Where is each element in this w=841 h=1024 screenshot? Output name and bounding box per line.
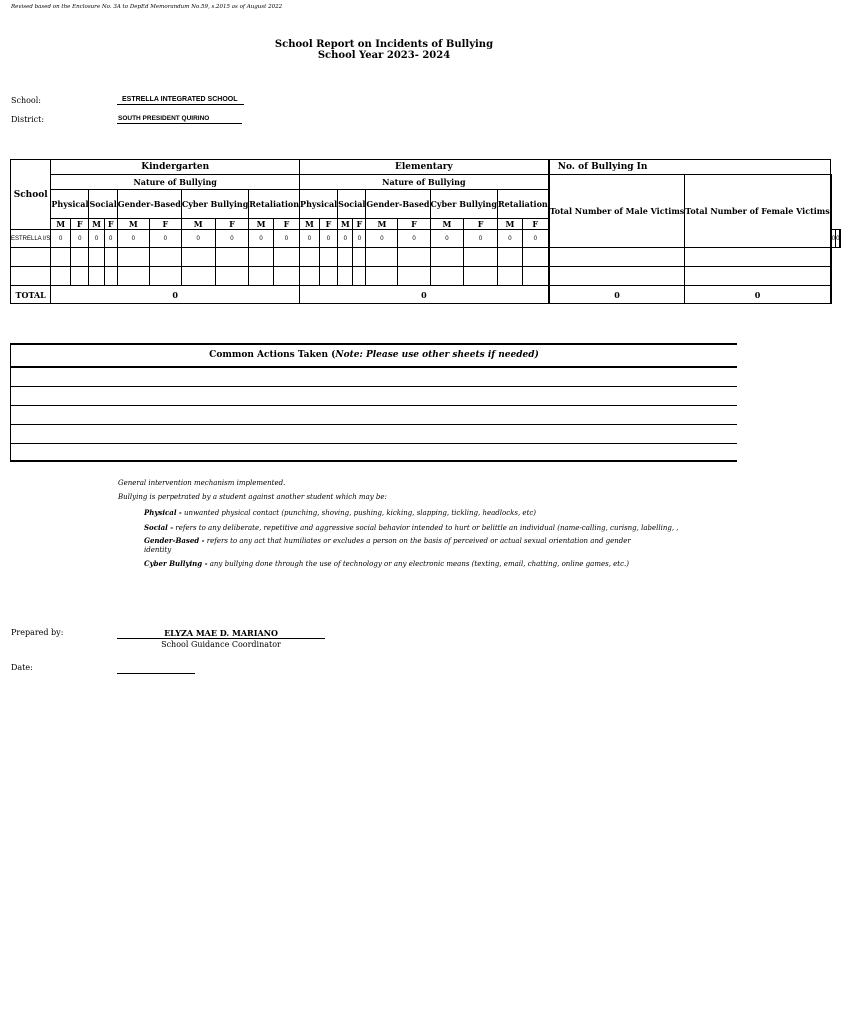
empty-cell[interactable] xyxy=(430,248,464,267)
total-label: TOTAL xyxy=(11,286,51,304)
empty-cell[interactable] xyxy=(319,267,337,286)
kinder-cell[interactable]: 0 xyxy=(273,230,299,248)
bullying-intro-note: Bullying is perpetrated by a student against another student which may be: xyxy=(118,493,387,501)
table-row xyxy=(11,267,841,286)
signature-line xyxy=(117,638,325,639)
elementary-header: Elementary xyxy=(300,160,549,175)
sex-m: M xyxy=(366,219,398,230)
empty-cell[interactable] xyxy=(149,248,181,267)
empty-cell[interactable] xyxy=(89,267,104,286)
empty-cell[interactable] xyxy=(249,248,274,267)
elem-cell[interactable]: 0 xyxy=(366,230,398,248)
sex-f: F xyxy=(522,219,548,230)
elem-cell[interactable]: 0 xyxy=(353,230,366,248)
definition-social xyxy=(144,523,737,533)
kinder-cell[interactable]: 0 xyxy=(149,230,181,248)
empty-cell[interactable] xyxy=(430,267,464,286)
empty-cell[interactable] xyxy=(249,267,274,286)
kinder-cell[interactable]: 0 xyxy=(104,230,117,248)
empty-cell[interactable] xyxy=(300,248,320,267)
elem-nature-header: Nature of Bullying xyxy=(300,175,549,190)
table-row xyxy=(11,248,841,267)
empty-cell[interactable] xyxy=(117,248,149,267)
general-intervention-note: General intervention mechanism implemented. xyxy=(118,479,286,487)
common-actions-heading xyxy=(11,345,737,368)
sex-m: M xyxy=(249,219,274,230)
total-male-victims: 0 xyxy=(549,286,685,304)
empty-cell[interactable] xyxy=(181,248,215,267)
empty-cell[interactable] xyxy=(549,267,685,286)
empty-cell[interactable] xyxy=(549,248,685,267)
empty-cell[interactable] xyxy=(11,267,51,286)
kinder-cell[interactable]: 0 xyxy=(117,230,149,248)
bullying-count-header: No. of Bullying In xyxy=(549,160,831,175)
action-line[interactable] xyxy=(11,387,737,406)
action-line[interactable] xyxy=(11,444,737,462)
empty-cell[interactable] xyxy=(117,267,149,286)
definition-gender-based xyxy=(144,536,659,555)
preparer-title: School Guidance Coordinator xyxy=(161,640,281,649)
sex-f: F xyxy=(273,219,299,230)
empty-cell[interactable] xyxy=(338,248,353,267)
empty-cell[interactable] xyxy=(215,248,249,267)
prepared-by-label: Prepared by: xyxy=(11,628,64,637)
elem-physical-header: Physical xyxy=(300,190,338,219)
kinder-cell[interactable]: 0 xyxy=(249,230,274,248)
empty-cell[interactable] xyxy=(398,267,430,286)
actions-heading-note: Note: Please use other sheets if needed) xyxy=(335,350,539,360)
empty-cell[interactable] xyxy=(464,267,498,286)
female-victims-header: Total Number of Female Victims xyxy=(685,175,831,248)
empty-cell[interactable] xyxy=(497,248,522,267)
term-gender-based: Gender-Based - xyxy=(144,536,205,545)
empty-cell[interactable] xyxy=(11,248,51,267)
action-line[interactable] xyxy=(11,368,737,387)
district-value[interactable]: SOUTH PRESIDENT QUIRINO xyxy=(117,115,242,124)
empty-cell[interactable] xyxy=(319,248,337,267)
sex-m: M xyxy=(89,219,104,230)
empty-cell[interactable] xyxy=(273,267,299,286)
empty-cell[interactable] xyxy=(104,267,117,286)
sex-f: F xyxy=(353,219,366,230)
row-school-name[interactable]: ESTRELLA I/S xyxy=(11,230,51,248)
report-title: School Report on Incidents of Bullying xyxy=(274,39,494,50)
term-cyber: Cyber Bullying - xyxy=(144,559,208,568)
school-label: School: xyxy=(11,96,41,105)
sex-f: F xyxy=(319,219,337,230)
elem-gender-based-header: Gender-Based xyxy=(366,190,430,219)
elem-social-header: Social xyxy=(338,190,366,219)
total-female-victims: 0 xyxy=(685,286,831,304)
empty-cell[interactable] xyxy=(338,267,353,286)
empty-cell[interactable] xyxy=(685,267,831,286)
kinder-nature-header: Nature of Bullying xyxy=(51,175,300,190)
text-physical: unwanted physical contact (punching, shoving, pushing, kicking, slapping, tickling, headlocks, etc) xyxy=(181,509,537,517)
empty-cell[interactable] xyxy=(71,248,89,267)
empty-cell[interactable] xyxy=(685,248,831,267)
kinder-cell[interactable]: 0 xyxy=(89,230,104,248)
common-actions-box xyxy=(10,343,737,462)
elem-retaliation-header: Retaliation xyxy=(497,190,548,219)
empty-cell[interactable] xyxy=(89,248,104,267)
term-social: Social - xyxy=(144,523,174,532)
kinder-gender-based-header: Gender-Based xyxy=(117,190,181,219)
elem-cyber-header: Cyber Bullying xyxy=(430,190,497,219)
kinder-retaliation-header: Retaliation xyxy=(249,190,300,219)
empty-cell[interactable] xyxy=(398,248,430,267)
total-elem: 0 xyxy=(300,286,549,304)
bullying-report-table xyxy=(10,159,841,304)
sex-f: F xyxy=(104,219,117,230)
total-row xyxy=(11,286,841,304)
definition-cyber xyxy=(144,559,644,569)
elem-cell[interactable]: 0 xyxy=(430,230,464,248)
empty-cell[interactable] xyxy=(104,248,117,267)
term-physical: Physical - xyxy=(144,508,182,517)
sex-m: M xyxy=(117,219,149,230)
sex-f: F xyxy=(215,219,249,230)
sex-m: M xyxy=(300,219,320,230)
female-victims-cell[interactable]: 0 xyxy=(836,230,841,248)
kinder-cell[interactable]: 0 xyxy=(71,230,89,248)
male-victims-cell[interactable]: 0 xyxy=(831,230,836,248)
kinder-cyber-header: Cyber Bullying xyxy=(181,190,248,219)
school-value[interactable]: ESTRELLA INTEGRATED SCHOOL xyxy=(117,96,244,105)
kinder-cell[interactable]: 0 xyxy=(51,230,71,248)
action-line[interactable] xyxy=(11,406,737,425)
empty-cell[interactable] xyxy=(353,267,366,286)
empty-cell[interactable] xyxy=(149,267,181,286)
date-field[interactable] xyxy=(117,673,195,674)
empty-cell[interactable] xyxy=(51,267,71,286)
empty-cell[interactable] xyxy=(464,248,498,267)
empty-cell[interactable] xyxy=(215,267,249,286)
empty-cell[interactable] xyxy=(522,267,548,286)
preparer-name[interactable]: ELYZA MAE D. MARIANO xyxy=(164,628,278,638)
sex-m: M xyxy=(181,219,215,230)
kinder-cell[interactable]: 0 xyxy=(215,230,249,248)
empty-cell[interactable] xyxy=(51,248,71,267)
sex-f: F xyxy=(398,219,430,230)
empty-cell[interactable] xyxy=(366,267,398,286)
kinder-physical-header: Physical xyxy=(51,190,89,219)
text-cyber: any bullying done through the use of technology or any electronic means (texting, email, chatting, online games, etc.) xyxy=(207,560,629,568)
definition-physical xyxy=(144,508,536,518)
empty-cell[interactable] xyxy=(181,267,215,286)
kindergarten-header: Kindergarten xyxy=(51,160,300,175)
kinder-cell[interactable]: 0 xyxy=(181,230,215,248)
empty-cell[interactable] xyxy=(71,267,89,286)
district-label: District: xyxy=(11,115,45,124)
kinder-social-header: Social xyxy=(89,190,117,219)
text-social: refers to any deliberate, repetitive and aggressive social behavior intended to hurt or belittle an individual (name-calling, curisng, labelling, , xyxy=(173,524,679,532)
school-column-header: School xyxy=(11,160,51,230)
sex-f: F xyxy=(71,219,89,230)
empty-cell[interactable] xyxy=(522,248,548,267)
sex-f: F xyxy=(149,219,181,230)
empty-cell[interactable] xyxy=(366,248,398,267)
elem-cell[interactable]: 0 xyxy=(338,230,353,248)
sex-m: M xyxy=(497,219,522,230)
elem-cell[interactable]: 0 xyxy=(497,230,522,248)
empty-cell[interactable] xyxy=(273,248,299,267)
empty-cell[interactable] xyxy=(353,248,366,267)
action-line[interactable] xyxy=(11,425,737,444)
elem-cell[interactable]: 0 xyxy=(522,230,548,248)
text-gender-based: refers to any act that humiliates or excludes a person on the basis of perceived or actual sexual orientation and gender identity xyxy=(144,537,631,554)
male-victims-header: Total Number of Male Victims xyxy=(549,175,685,248)
sex-m: M xyxy=(51,219,71,230)
elem-cell[interactable]: 0 xyxy=(464,230,498,248)
total-kinder: 0 xyxy=(51,286,300,304)
sex-m: M xyxy=(430,219,464,230)
elem-cell[interactable]: 0 xyxy=(398,230,430,248)
actions-heading-text: Common Actions Taken ( xyxy=(209,350,336,360)
date-label: Date: xyxy=(11,663,33,672)
school-year: School Year 2023- 2024 xyxy=(317,50,451,61)
empty-cell[interactable] xyxy=(300,267,320,286)
elem-cell[interactable]: 0 xyxy=(319,230,337,248)
sex-m: M xyxy=(338,219,353,230)
revised-note: Revised based on the Enclosure No. 3A to DepEd Memorandum No.59, s.2015 as of August 2022 xyxy=(11,4,283,10)
elem-cell[interactable]: 0 xyxy=(300,230,320,248)
sex-f: F xyxy=(464,219,498,230)
empty-cell[interactable] xyxy=(497,267,522,286)
